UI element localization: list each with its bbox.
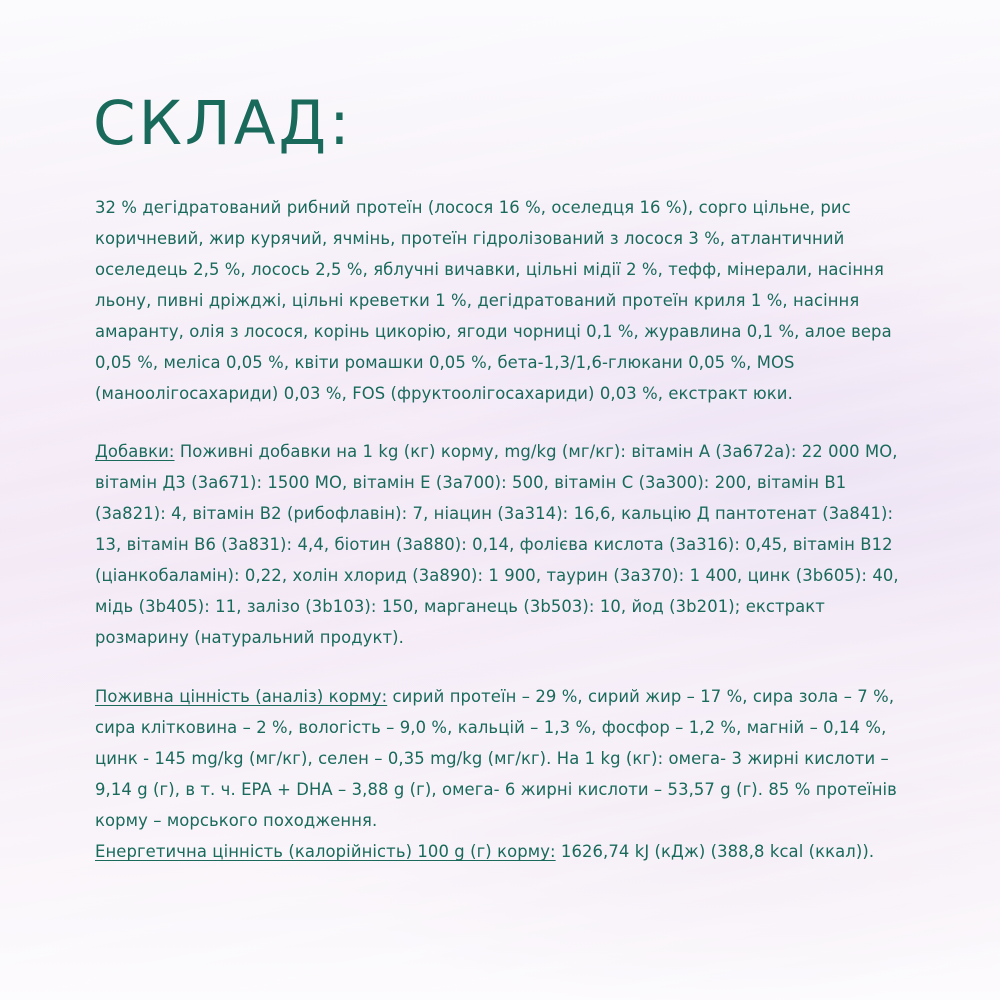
composition-paragraph: 32 % дегідратований рибний протеїн (лосося 16 %, оселедця 16 %), сорго цільне, рис коричневий, жир курячий, ячмінь, протеїн гідролізований з лосося 3 %, атлантичний оселедець 2,5 %, лосось 2,5 %, яблучні вичавки, цільні мідії 2 %, тефф, мінерали, насіння льону, пивні дріжджі, цільні креветки 1 %, дегідратований протеїн криля 1 %, насіння амаранту, олія з лосося, корінь цикорію, ягоди чорниці 0,1 %, журавлина 0,1 %, алое вера 0,05 %, меліса 0,05 %, квіти ромашки 0,05 %, бета-1,3/1,6-глюкани 0,05 %, MOS (маноолігосахариди) 0,03 %, FOS (фруктоолігосахариди) 0,03 %, екстракт юки. xyxy=(95,198,892,403)
energy-label: Енергетична цінність (калорійність) 100 g (г) корму: xyxy=(95,842,556,861)
additives-text: Поживні добавки на 1 kg (кг) корму, mg/kg (мг/кг): вітамін А (3а672а): 22 000 МО, вітамін Д3 (3а671): 1500 МО, вітамін Е (3а700): 500, вітамін С (3а300): 200, вітамін В1 (3а821): 4, вітамін В2 (рибофлавін): 7, ніацин (3а314): 16,6, кальцію Д пантотенат (3а841): 13, вітамін В6 (3а831): 4,4, біотин (3а880): 0,14, фолієва кислота (3а316): 0,45, вітамін В12 (ціанкобаламін): 0,22, холін хлорид (3а890): 1 900, таурин (3а370): 1 400, цинк (3b605): 40, мідь (3b405): 11, залізо (3b103): 150, марганець (3b503): 10, йод (3b201); екстракт розмарину (натуральний продукт). xyxy=(95,442,899,647)
additives-label: Добавки: xyxy=(95,442,175,461)
nutrition-label: Поживна цінність (аналіз) корму: xyxy=(95,687,388,706)
page-title: СКЛАД: xyxy=(93,88,353,159)
energy-text: 1626,74 kJ (кДж) (388,8 kcal (ккал)). xyxy=(555,842,875,861)
additives-paragraph xyxy=(95,436,910,653)
nutrition-text: сирий протеїн – 29 %, сирий жир – 17 %, сира зола – 7 %, сира клітковина – 2 %, вологість – 9,0 %, кальцій – 1,3 %, фосфор – 1,2 %, магній – 0,14 %, цинк - 145 mg/kg (мг/кг), селен – 0,35 mg/kg (мг/кг). На 1 kg (кг): омега- 3 жирні кислоти – 9,14 g (г), в т. ч. EPA + DHA – 3,88 g (г), омега- 6 жирні кислоти – 53,57 g (г). 85 % протеїнів корму – морського походження. xyxy=(95,687,897,830)
nutrition-paragraph xyxy=(95,681,910,867)
